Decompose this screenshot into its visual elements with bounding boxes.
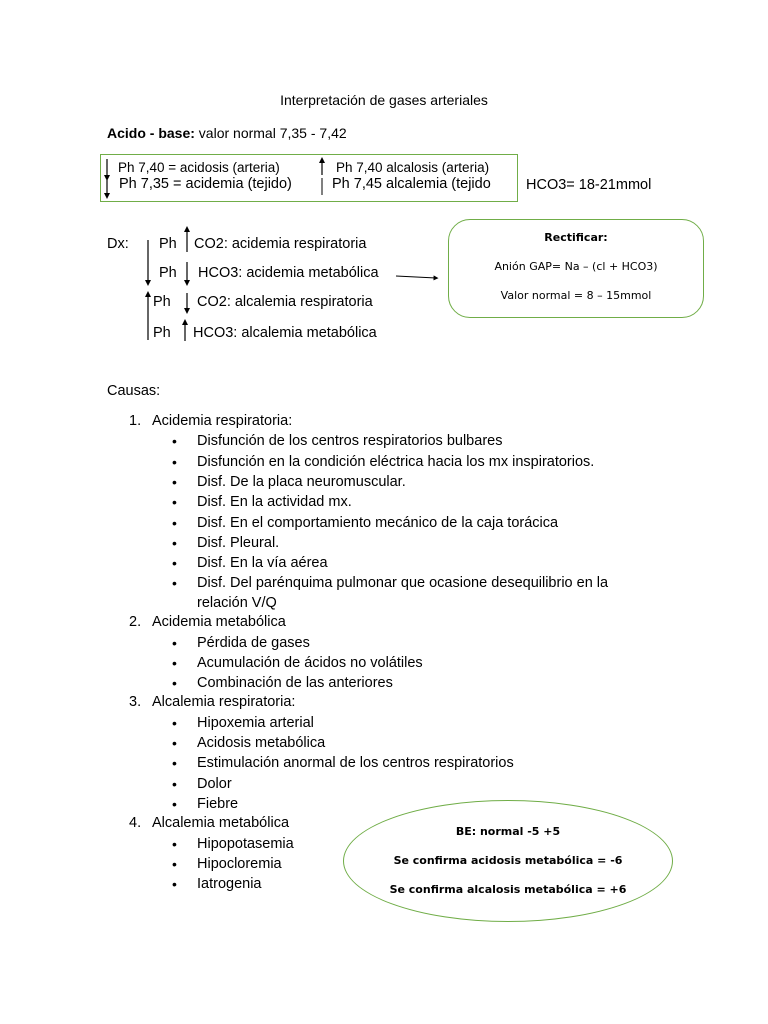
list-item: Disf. Del parénquima pulmonar que ocasione desequilibrio en la bbox=[197, 575, 609, 591]
section-2-number: 2. bbox=[129, 614, 142, 630]
list-item: Disfunción de los centros respiratorios bulbares bbox=[197, 433, 503, 449]
list-item: Disf. En la actividad mx. bbox=[197, 494, 352, 510]
anion-gap-normal: Valor normal = 8 – 15mmol bbox=[500, 289, 652, 302]
dx-label: Dx: bbox=[107, 236, 129, 252]
list-item: Disfunción en la condición eléctrica hacia los mx inspiratorios. bbox=[197, 454, 595, 470]
section-2-title: Acidemia metabólica bbox=[152, 614, 286, 630]
bullet-icon: • bbox=[172, 535, 177, 551]
dx-row-1-text: CO2: acidemia respiratoria bbox=[194, 236, 367, 252]
acid-base-value: valor normal 7,35 - 7,42 bbox=[194, 125, 347, 141]
bullet-icon: • bbox=[172, 635, 177, 651]
list-item: Disf. De la placa neuromuscular. bbox=[197, 474, 406, 490]
section-4-number: 4. bbox=[129, 815, 142, 831]
bullet-icon: • bbox=[172, 836, 177, 852]
list-item: Hipoxemia arterial bbox=[197, 715, 314, 731]
bullet-icon: • bbox=[172, 776, 177, 792]
bullet-icon: • bbox=[172, 454, 177, 470]
alcalemia-tejido-text: Ph 7,45 alcalemia (tejido bbox=[332, 176, 491, 192]
list-item: Iatrogenia bbox=[197, 876, 262, 892]
anion-gap-formula: Anión GAP= Na – (cl + HCO3) bbox=[494, 260, 658, 273]
bullet-icon: • bbox=[172, 715, 177, 731]
bullet-icon: • bbox=[172, 876, 177, 892]
dx-row-1-ph: Ph bbox=[159, 236, 177, 252]
dx-row-4-ph: Ph bbox=[153, 325, 171, 341]
list-item: Combinación de las anteriores bbox=[197, 675, 393, 691]
list-item: Fiebre bbox=[197, 796, 239, 812]
acidemia-tejido-text: Ph 7,35 = acidemia (tejido) bbox=[119, 176, 292, 192]
list-item: Pérdida de gases bbox=[197, 635, 310, 651]
list-item: Hipopotasemia bbox=[197, 836, 294, 852]
list-item: Acidosis metabólica bbox=[197, 735, 326, 751]
be-alcalosis-text: Se confirma alcalosis metabólica = +6 bbox=[389, 883, 627, 896]
page-title: Interpretación de gases arteriales bbox=[280, 92, 488, 108]
section-1-number: 1. bbox=[129, 413, 142, 429]
list-item: Dolor bbox=[197, 776, 232, 792]
list-item: Disf. En el comportamiento mecánico de la caja torácica bbox=[197, 515, 559, 531]
bullet-icon: • bbox=[172, 494, 177, 510]
list-item: Hipocloremia bbox=[197, 856, 282, 872]
bullet-icon: • bbox=[172, 555, 177, 571]
bullet-icon: • bbox=[172, 655, 177, 671]
dx-row-2-text: HCO3: acidemia metabólica bbox=[198, 265, 379, 281]
list-item-continuation: relación V/Q bbox=[197, 595, 277, 611]
base-excess-oval bbox=[343, 800, 673, 922]
dx-row-3-text: CO2: alcalemia respiratoria bbox=[197, 294, 373, 310]
bullet-icon: • bbox=[172, 735, 177, 751]
section-4-title: Alcalemia metabólica bbox=[152, 815, 290, 831]
bullet-icon: • bbox=[172, 755, 177, 771]
hco3-normal-text: HCO3= 18-21mmol bbox=[526, 177, 652, 193]
bullet-icon: • bbox=[172, 433, 177, 449]
list-item: Acumulación de ácidos no volátiles bbox=[197, 655, 423, 671]
bullet-icon: • bbox=[172, 856, 177, 872]
alcalosis-arteria-text: Ph 7,40 alcalosis (arteria) bbox=[336, 160, 490, 175]
section-3-title: Alcalemia respiratoria: bbox=[152, 694, 296, 710]
bullet-icon: • bbox=[172, 575, 177, 591]
bullet-icon: • bbox=[172, 675, 177, 691]
dx-row-3-ph: Ph bbox=[153, 294, 171, 310]
bullet-icon: • bbox=[172, 796, 177, 812]
be-normal-text: BE: normal -5 +5 bbox=[455, 825, 561, 838]
bullet-icon: • bbox=[172, 515, 177, 531]
section-3-number: 3. bbox=[129, 694, 142, 710]
section-1-title: Acidemia respiratoria: bbox=[152, 413, 293, 429]
acidosis-arteria-text: Ph 7,40 = acidosis (arteria) bbox=[118, 160, 280, 175]
list-item: Disf. En la vía aérea bbox=[197, 555, 328, 571]
dx-row-4-text: HCO3: alcalemia metabólica bbox=[193, 325, 377, 341]
rectificar-title: Rectificar: bbox=[544, 231, 608, 244]
list-item: Estimulación anormal de los centros respiratorios bbox=[197, 755, 514, 771]
dx-row-2-ph: Ph bbox=[159, 265, 177, 281]
list-item: Disf. Pleural. bbox=[197, 535, 280, 551]
right-arrow-icon bbox=[396, 276, 436, 278]
acid-base-label: Acido - base: bbox=[107, 125, 195, 141]
causas-heading: Causas: bbox=[107, 383, 161, 399]
be-acidosis-text: Se confirma acidosis metabólica = -6 bbox=[393, 854, 623, 867]
bullet-icon: • bbox=[172, 474, 177, 490]
